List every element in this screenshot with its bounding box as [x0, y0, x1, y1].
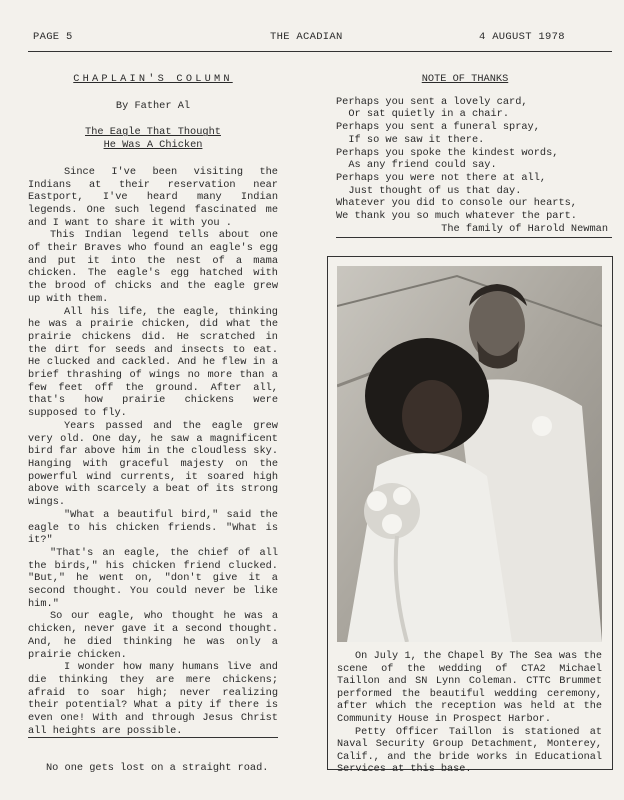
paragraph: Years passed and the eagle grew very old. One day, he saw a magnificent bird far above him in the cloudless sky. Hanging with graceful majesty on the powerful wind currents, it soared high above with scarcely a beat of its strong wings.: [28, 419, 278, 509]
thanks-signature: The family of Harold Newman: [441, 222, 608, 235]
wedding-photo-image: [337, 266, 602, 642]
poem-line: Perhaps you sent a funeral spray,: [336, 121, 540, 134]
page-number: PAGE 5: [33, 31, 73, 43]
story-title-line-2: He Was A Chicken: [103, 139, 203, 152]
caption-paragraph: Petty Officer Taillon is stationed at Naval Security Group Detachment, Monterey, Calif., and the bride works in Educational Services at this base.: [337, 726, 602, 776]
paragraph: This Indian legend tells about one of their Braves who found an eagle's egg and put it into the nest of a mama chicken. The eagle's egg hatched with the brood of chicks and the eagle grew up with them.: [28, 229, 278, 305]
paragraph: I wonder how many humans live and die thinking they are mere chickens; afraid to soar high; never realizing their potential? What a pity if there is even one! With and through Jesus Christ all heights are possible.: [28, 661, 278, 737]
column-title: CHAPLAIN'S COLUMN: [73, 73, 233, 85]
paragraph: "What a beautiful bird," said the eagle to his chicken friends. "What is it?": [28, 508, 278, 547]
photo-caption: [337, 651, 602, 777]
thanks-poem: [336, 96, 614, 223]
note-of-thanks: [336, 73, 614, 235]
poem-line: If so we saw it there.: [336, 133, 485, 146]
wedding-photo-box: [327, 256, 613, 776]
story-body: [28, 166, 278, 738]
poem-line: As any friend could say.: [336, 159, 497, 172]
paragraph: "That's an eagle, the chief of all the birds," his chicken friend clucked. "But," he went on, "don't give it a second thought. You could never be like him.": [28, 546, 278, 610]
caption-paragraph: On July 1, the Chapel By The Sea was the scene of the wedding of CTA2 Michael Taillon and SN Lynn Coleman. CTTC Brummet performed the beautiful wedding ceremony, after which the reception was held at the Community House in Prospect Harbor.: [337, 651, 602, 725]
footer-quote: No one gets lost on a straight road.: [46, 762, 269, 774]
column-end-rule: [28, 737, 278, 738]
issue-date: 4 AUGUST 1978: [479, 31, 565, 43]
thanks-end-rule: [336, 237, 612, 238]
paragraph: Since I've been visiting the Indians at their reservation near Eastport, I've heard many Indian legends. One such legend fascinated me and I want to share it with you .: [28, 165, 278, 229]
poem-line: Whatever you did to console our hearts,: [336, 197, 577, 210]
byline: By Father Al: [115, 99, 191, 112]
paragraph: So our eagle, who thought he was a chicken, never gave it a second thought. And, he died thinking he was only a prairie chicken.: [28, 610, 278, 661]
poem-line: Just thought of us that day.: [336, 184, 522, 197]
wedding-photo: [337, 266, 602, 642]
header-rule: [28, 51, 612, 52]
paragraph: All his life, the eagle, thinking he was a prairie chicken, did what the prairie chickens did. He scratched in the dirt for seeds and insects to eat. He clucked and cackled. And he flew in a brief thrashing of wings no more than a few feet off the ground. After all, that's how prairie chickens were supposed to fly.: [28, 305, 278, 420]
poem-line: Or sat quietly in a chair.: [336, 108, 510, 121]
publication-name: THE ACADIAN: [270, 31, 343, 43]
poem-line: Perhaps you were not there at all,: [336, 171, 547, 184]
poem-line: Perhaps you spoke the kindest words,: [336, 146, 559, 159]
story-title-line-1: The Eagle That Thought: [85, 126, 221, 139]
poem-line: We thank you so much whatever the part.: [336, 210, 577, 223]
thanks-title: NOTE OF THANKS: [421, 73, 509, 85]
chaplains-column: [28, 73, 278, 737]
poem-line: Perhaps you sent a lovely card,: [336, 95, 528, 108]
